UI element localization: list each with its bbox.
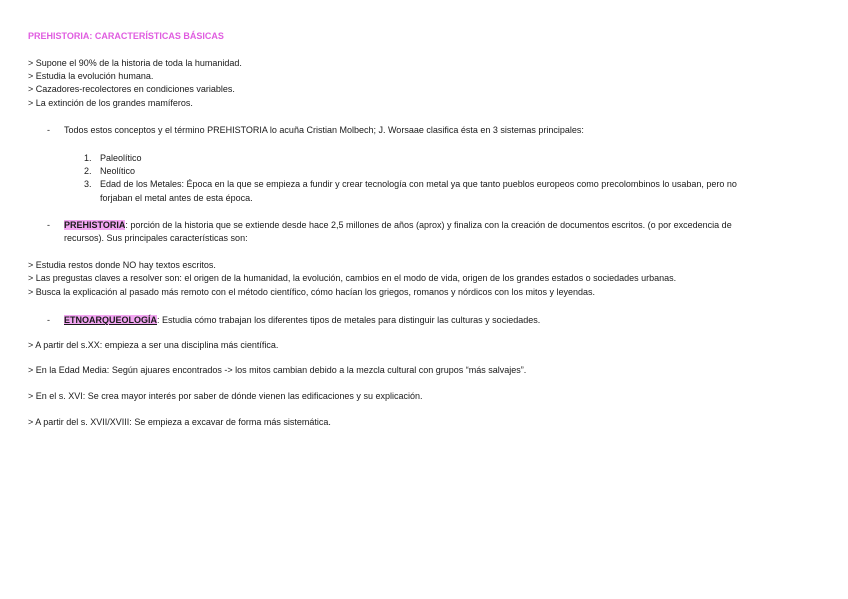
bullet-dash: - xyxy=(47,125,50,135)
bullet-etnoarqueologia xyxy=(64,314,540,326)
period-line xyxy=(28,390,422,402)
intro-line: > Estudia la evolución humana. xyxy=(28,71,154,81)
bullet-definition-text: : porción de la historia que se extiende desde hace 2,5 millones de años (aprox) y finaliza con la creación de documentos escritos. (o por excedencia de xyxy=(125,220,732,230)
period-prefix: > A partir del s. XVII/XVIII: xyxy=(28,417,132,427)
list-item-edad-metales: Edad de los Metales: Época en la que se empieza a fundir y crear tecnología con metal ya que tanto pueblos europeos como precolombinos lo usaban, pero no xyxy=(100,179,737,189)
period-line xyxy=(28,416,331,428)
period-prefix: > En el s. XVI: xyxy=(28,391,86,401)
list-item-neolitico: Neolítico xyxy=(100,166,136,176)
list-item-continuation: forjaban el metal antes de esta época. xyxy=(100,193,253,203)
period-line xyxy=(28,364,526,376)
feature-line: > Las pregustas claves a resolver son: el origen de la humanidad, la evolución, cambios en el modo de vida, origen de los grandes estados o sociedades urbanas. xyxy=(28,273,677,283)
intro-line: > Cazadores-recolectores en condiciones variables. xyxy=(28,84,235,94)
intro-line: > La extinción de los grandes mamíferos. xyxy=(28,98,193,108)
feature-line: > Busca la explicación al pasado más remoto con el método científico, cómo hacían los griegos, romanos y nórdicos con los mitos y leyendas. xyxy=(28,287,596,297)
document-title: PREHISTORIA: CARACTERÍSTICAS BÁSICAS xyxy=(28,31,224,41)
feature-line: > Estudia restos donde NO hay textos escritos. xyxy=(28,260,216,270)
period-text: Se empieza a excavar de forma más sistemática. xyxy=(131,417,331,427)
period-text: Según ajuares encontrados -> los mitos cambian debido a la mezcla cultural con grupos “más salvajes”. xyxy=(109,365,527,375)
period-line xyxy=(28,339,278,351)
period-text: Se crea mayor interés por saber de dónde vienen las edificaciones y su explicación. xyxy=(85,391,423,401)
bullet-dash: - xyxy=(47,315,50,325)
intro-line: > Supone el 90% de la historia de toda la humanidad. xyxy=(28,58,242,68)
bullet-continuation: recursos). Sus principales características son: xyxy=(64,233,248,243)
period-text: empieza a ser una disciplina más científica. xyxy=(102,340,279,350)
highlighted-term-etnoarqueologia: ETNOARQUEOLOGÍA xyxy=(64,315,158,325)
list-item-paleolitico: Paleolítico xyxy=(100,153,142,163)
highlighted-term-prehistoria: PREHISTORIA xyxy=(64,220,126,230)
bullet-prehistoria xyxy=(64,219,732,231)
bullet-dash: - xyxy=(47,220,50,230)
period-prefix: > A partir del s.XX: xyxy=(28,340,103,350)
list-number: 3. xyxy=(84,179,92,189)
list-number: 1. xyxy=(84,153,92,163)
period-prefix: > En la Edad Media: xyxy=(28,365,110,375)
list-number: 2. xyxy=(84,166,92,176)
bullet-definition-text: : Estudia cómo trabajan los diferentes tipos de metales para distinguir las culturas y sociedades. xyxy=(157,315,541,325)
bullet-text-molbech: Todos estos conceptos y el término PREHISTORIA lo acuña Cristian Molbech; J. Worsaae clasifica ésta en 3 sistemas principales: xyxy=(64,125,584,135)
